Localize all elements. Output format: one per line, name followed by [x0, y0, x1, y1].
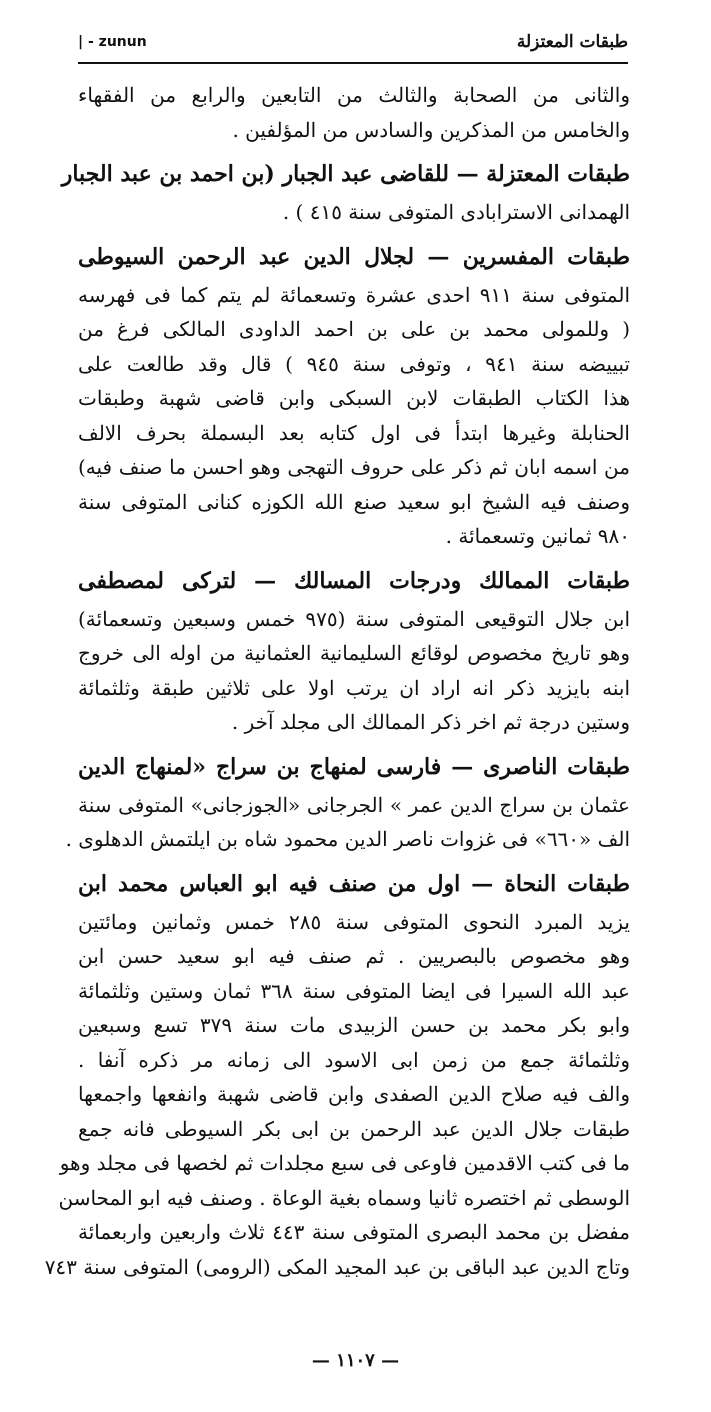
running-title: طبقات المعتزلة — [516, 32, 628, 52]
body-line: ٩٨٠ ثمانين وتسعمائة . — [445, 524, 630, 548]
entry-heading: طبقات النحاة — اول من صنف فيه ابو العباس محمد ابن — [78, 870, 630, 897]
body-line: وتاج الدين عبد الباقى بن عبد المجيد المكى (الرومى) المتوفى سنة ٧٤٣ — [44, 1254, 630, 1279]
body-line: وستين درجة ثم اخر ذكر الممالك الى مجلد آخر . — [231, 710, 630, 734]
body-line: والثانى من الصحابة والثالث من التابعين والرابع من الفقهاء — [78, 83, 630, 107]
header-left-mark: | - zunun — [78, 34, 147, 50]
body-line: هذا الكتاب الطبقات لابن السبكى وابن قاضى شهبة وطبقات — [78, 386, 630, 410]
body-line: مفضل بن محمد البصرى المتوفى سنة ٤٤٣ ثلاث واربعين واربعمائة — [78, 1220, 631, 1244]
body-line: وهو مخصوص بالبصريين . ثم صنف فيه ابو سعيد حسن ابن — [78, 944, 630, 968]
body-line: والف فيه صلاح الدين الصفدى وابن قاضى شهبة وانفعها واجمعها — [78, 1082, 630, 1106]
body-line: ( وللمولى محمد بن على بن احمد الداودى المالكى فرغ من — [78, 317, 630, 341]
body-line: تبييضه سنة ٩٤١ ، وتوفى سنة ٩٤٥ ) قال وقد طالعت على — [78, 351, 630, 376]
page-body — [44, 78, 631, 1284]
body-line: من اسمه ابان ثم ذكر على حروف التهجى وهو احسن ما صنف فيه) — [78, 455, 630, 479]
body-line: ابن جلال التوقيعى المتوفى سنة (٩٧٥ خمس وسبعين وتسعمائة) — [78, 606, 630, 631]
body-line: والخامس من المذكرين والسادس من المؤلفين . — [232, 117, 630, 142]
entry-heading: طبقات المعتزلة — للقاضى عبد الجبار (بن احمد بن عبد الجبار — [61, 161, 630, 187]
body-line: الحنابلة وغيرها ابتدأ فى اول كتابه بعد البسملة بحرف الالف — [78, 420, 630, 445]
body-line: الف «٦٦٠» فى غزوات ناصر الدين محمود شاه بن ايلتمش الدهلوى . — [65, 827, 630, 851]
entry-heading: طبقات الناصرى — فارسى لمنهاج بن سراج «لمنهاج الدين — [78, 753, 630, 780]
body-line: وصنف فيه الشيخ ابو سعيد صنع الله الكوزه كنانى المتوفى سنة — [78, 489, 630, 514]
body-line: وهو تاريخ مخصوص لوقائع السليمانية العثمانية من اوله الى خروج — [78, 641, 630, 665]
body-line: ما فى كتب الاقدمين فاوعى فى سبع مجلدات ثم لخصها فى مجلد وهو — [59, 1151, 630, 1175]
body-line: عبد الله السيرا فى ايضا المتوفى سنة ٣٦٨ ثمان وستين وثلثمائة — [78, 978, 630, 1003]
body-line: طبقات جلال الدين عبد الرحمن بن ابى بكر السيوطى فانه جمع — [78, 1116, 631, 1141]
body-line: المتوفى سنة ٩١١ احدى عشرة وتسعمائة لم يتم كما فى فهرسه — [78, 282, 631, 307]
body-line: الهمدانى الاسترابادى المتوفى سنة ٤١٥ ) . — [282, 200, 630, 224]
body-line: عثمان بن سراج الدين عمر » الجرجانى «الجوزجانى» المتوفى سنة — [78, 792, 630, 817]
entry-heading: طبقات المفسرين — لجلال الدين عبد الرحمن السيوطى — [78, 243, 630, 270]
body-line: ابنه بايزيد ذكر انه اراد ان يرتب اولا على ثلاثين طبقة وثلثمائة — [78, 675, 630, 700]
page-header — [78, 28, 628, 64]
page-number: — ١١٠٧ — — [311, 1350, 400, 1371]
entry-heading: طبقات الممالك ودرجات المسالك — لتركى لمصطفى — [78, 567, 630, 594]
body-line: وابو بكر محمد بن حسن الزبيدى مات سنة ٣٧٩ تسع وسبعين — [78, 1013, 630, 1037]
body-line: يزيد المبرد النحوى المتوفى سنة ٢٨٥ خمس وثمانين ومائتين — [78, 909, 630, 934]
body-line: وثلثمائة جمع من زمن ابى الاسود الى زمانه مر ذكره آنفا . — [78, 1047, 630, 1072]
body-line: الوسطى ثم اختصره ثانيا وسماه بغية الوعاة . وصنف فيه ابو المحاسن — [58, 1185, 630, 1210]
